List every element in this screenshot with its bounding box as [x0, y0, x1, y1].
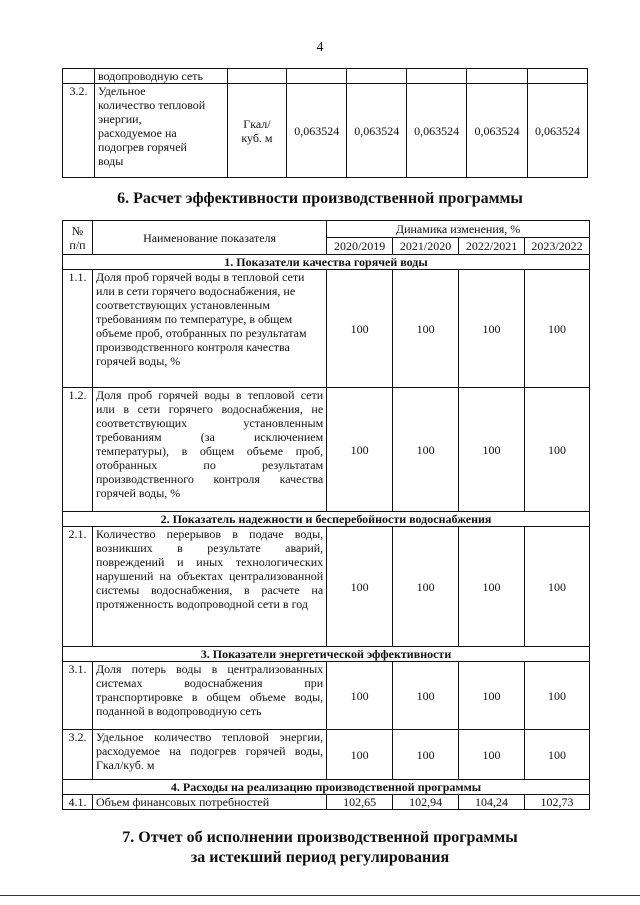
value-cell: 100 — [459, 730, 525, 780]
value-cell: 100 — [459, 388, 525, 512]
value-cell: 0,063524 — [287, 84, 347, 178]
category-title: 4. Расходы на реализацию производственной программы — [63, 780, 590, 795]
value-cell: 100 — [459, 527, 525, 647]
value-cell: 100 — [525, 730, 590, 780]
header-dynamics: Динамика изменения, % — [327, 221, 590, 238]
header-year: 2020/2019 — [327, 238, 393, 255]
value-cell: 100 — [525, 662, 590, 730]
row-name: Удельное количество тепловой энергии, расходуемое на подогрев горячей воды, Гкал/куб. м — [92, 730, 326, 780]
row-number: 3.1. — [63, 662, 93, 730]
value-cell: 100 — [459, 270, 525, 388]
row-name: Доля проб горячей воды в тепловой сети или в сети горячего водоснабжения, не соответствующих установленным требованиям по температуре, в общем объеме проб, отобранных по результатам производственного контроля качества горячей воды, % — [92, 270, 326, 388]
section-6-title: 6. Расчет эффективности производственной программы — [117, 190, 523, 207]
category-row — [63, 647, 590, 662]
header-year: 2021/2020 — [393, 238, 459, 255]
value-cell: 100 — [393, 527, 459, 647]
header-row — [63, 221, 590, 238]
table-row — [63, 84, 588, 178]
header-num: № п/п — [63, 221, 93, 255]
value-cell: 0,063524 — [528, 84, 588, 178]
row-number: 2.1. — [63, 527, 93, 647]
value-cell: 100 — [525, 388, 590, 512]
section-7-title: 7. Отчет об исполнении производственной программы за истекший период регулирования — [122, 829, 518, 866]
value-cell: 100 — [459, 662, 525, 730]
row-name: Доля потерь воды в централизованных системах водоснабжения при транспортировке в общем объеме воды, поданной в водопроводную сеть — [92, 662, 326, 730]
table-row — [63, 270, 590, 388]
page-edge-divider — [0, 895, 640, 896]
row-number: 1.1. — [63, 270, 93, 388]
header-year: 2023/2022 — [525, 238, 590, 255]
value-cell: 100 — [327, 730, 393, 780]
value-cell: 100 — [525, 527, 590, 647]
value-cell: 100 — [327, 662, 393, 730]
row-name: Количество перерывов в подаче воды, возникших в результате аварий, повреждений и иных технологических нарушений на объектах централизованной системы водоснабжения, в расчете на протяженность водопроводной сети в год — [92, 527, 326, 647]
row-number: 1.2. — [63, 388, 93, 512]
value-cell: 100 — [327, 388, 393, 512]
value-cell: 100 — [393, 270, 459, 388]
category-row — [63, 512, 590, 527]
efficiency-table — [62, 220, 590, 810]
value-cell: 0,063524 — [347, 84, 407, 178]
row-number: 3.2. — [63, 730, 93, 780]
table-row — [63, 527, 590, 647]
value-cell: 100 — [327, 270, 393, 388]
category-row — [63, 780, 590, 795]
row-name: Удельное количество тепловой энергии, расходуемое на подогрев горячей воды — [94, 84, 227, 178]
table-row — [63, 69, 588, 84]
value-cell: 102,73 — [525, 795, 590, 810]
header-name: Наименование показателя — [92, 221, 326, 255]
row-number: 4.1. — [63, 795, 93, 810]
category-title: 3. Показатели энергетической эффективности — [63, 647, 590, 662]
table-row — [63, 795, 590, 810]
page-number: 4 — [316, 40, 324, 55]
header-year: 2022/2021 — [459, 238, 525, 255]
value-cell: 0,063524 — [407, 84, 467, 178]
value-cell: 100 — [393, 662, 459, 730]
category-row — [63, 255, 590, 270]
unit-cell: Гкал/ куб. м — [227, 84, 287, 178]
row-name: Объем финансовых потребностей — [92, 795, 326, 810]
top-table-continuation — [62, 68, 588, 178]
row-name: водопроводную сеть — [94, 69, 227, 84]
value-cell: 104,24 — [459, 795, 525, 810]
table-row — [63, 662, 590, 730]
table-row — [63, 730, 590, 780]
row-number: 3.2. — [63, 84, 95, 178]
row-name: Доля проб горячей воды в тепловой сети или в сети горячего водоснабжения, не соответствующих установленным требованиям (за исключением температуры), в общем объеме проб, отобранных по результатам производственного контроля качества горячей воды, % — [92, 388, 326, 512]
category-title: 1. Показатели качества горячей воды — [63, 255, 590, 270]
value-cell: 100 — [393, 730, 459, 780]
value-cell: 100 — [393, 388, 459, 512]
value-cell: 102,65 — [327, 795, 393, 810]
value-cell: 0,063524 — [467, 84, 528, 178]
value-cell: 100 — [525, 270, 590, 388]
value-cell: 102,94 — [393, 795, 459, 810]
table-row — [63, 388, 590, 512]
category-title: 2. Показатель надежности и бесперебойности водоснабжения — [63, 512, 590, 527]
value-cell: 100 — [327, 527, 393, 647]
